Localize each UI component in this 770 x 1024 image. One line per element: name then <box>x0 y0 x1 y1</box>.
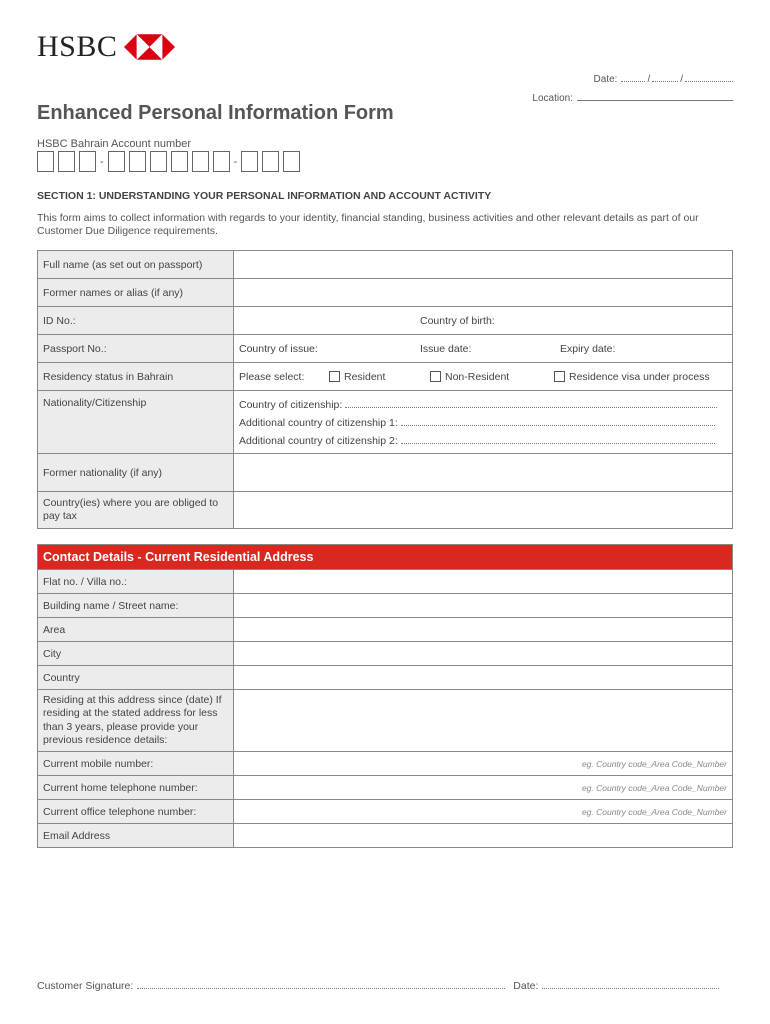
account-digit-box[interactable] <box>79 151 96 172</box>
mobile-label: Current mobile number: <box>38 752 234 776</box>
date-separator: / <box>680 74 683 85</box>
id-no-input[interactable] <box>234 307 733 335</box>
account-digit-box[interactable] <box>37 151 54 172</box>
signature-date-input[interactable] <box>542 980 719 989</box>
section-1-heading: SECTION 1: UNDERSTANDING YOUR PERSONAL INFORMATION AND ACCOUNT ACTIVITY <box>37 190 492 202</box>
passport-details-input[interactable] <box>234 335 733 363</box>
account-dash: - <box>100 155 104 168</box>
account-digit-box[interactable] <box>58 151 75 172</box>
contact-details-heading: Contact Details - Current Residential Address <box>38 545 733 570</box>
account-number-label: HSBC Bahrain Account number <box>37 138 192 150</box>
citizenship-inputs[interactable] <box>234 391 733 454</box>
office-phone-input[interactable]: eg. Country code_Area Code_Number <box>234 800 733 824</box>
account-dash: - <box>233 155 238 168</box>
city-input[interactable] <box>234 642 733 666</box>
resident-option-label: Resident <box>344 370 386 383</box>
office-phone-label: Current office telephone number: <box>38 800 234 824</box>
tax-countries-input[interactable] <box>234 492 733 529</box>
page-title: Enhanced Personal Information Form <box>37 102 394 124</box>
full-name-label: Full name (as set out on passport) <box>38 251 234 279</box>
visa-process-checkbox[interactable] <box>554 371 565 382</box>
hsbc-logo <box>37 30 175 63</box>
signature-date-label: Date: <box>513 980 539 992</box>
resident-checkbox[interactable] <box>329 371 340 382</box>
account-number-input[interactable] <box>37 151 304 172</box>
date-separator: / <box>647 74 651 85</box>
country-of-issue-label: Country of issue: <box>239 342 318 355</box>
former-nationality-input[interactable] <box>234 454 733 492</box>
hsbc-hexagon-icon <box>124 34 175 60</box>
tax-countries-label: Country(ies) where you are obliged to pay tax <box>38 492 234 529</box>
please-select-label: Please select: <box>239 370 305 383</box>
id-no-label: ID No.: <box>38 307 234 335</box>
former-nationality-label: Former nationality (if any) <box>38 454 234 492</box>
building-label: Building name / Street name: <box>38 594 234 618</box>
section-1-intro: This form aims to collect information with regards to your identity, financial standing, business activities and other relevant details as part of our Customer Due Diligence requirements. <box>37 212 699 237</box>
country-input[interactable] <box>234 666 733 690</box>
country-label: Country <box>38 666 234 690</box>
date-year-input[interactable] <box>685 73 733 82</box>
account-digit-box[interactable] <box>262 151 279 172</box>
logo-wordmark: HSBC <box>37 30 118 63</box>
date-day-input[interactable] <box>621 73 645 82</box>
citizenship-line[interactable]: Country of citizenship: <box>239 396 727 414</box>
account-digit-box[interactable] <box>192 151 209 172</box>
email-input[interactable] <box>234 824 733 848</box>
building-input[interactable] <box>234 594 733 618</box>
account-digit-box[interactable] <box>171 151 188 172</box>
resident-option[interactable] <box>329 371 430 383</box>
location-label: Location: <box>532 93 573 104</box>
home-phone-label: Current home telephone number: <box>38 776 234 800</box>
residency-status-options <box>234 363 733 391</box>
former-names-input[interactable] <box>234 279 733 307</box>
full-name-input[interactable] <box>234 251 733 279</box>
non-resident-option-label: Non-Resident <box>445 370 510 383</box>
account-digit-box[interactable] <box>213 151 230 172</box>
account-digit-box[interactable] <box>241 151 258 172</box>
email-label: Email Address <box>38 824 234 848</box>
account-digit-box[interactable] <box>108 151 125 172</box>
signature-row <box>37 980 733 992</box>
date-label: Date: <box>593 74 618 85</box>
visa-process-option-label: Residence visa under process <box>569 370 710 383</box>
non-resident-checkbox[interactable] <box>430 371 441 382</box>
location-field[interactable] <box>532 92 733 104</box>
account-digit-box[interactable] <box>150 151 167 172</box>
country-of-birth-label: Country of birth: <box>420 314 495 327</box>
former-names-label: Former names or alias (if any) <box>38 279 234 307</box>
non-resident-option[interactable] <box>430 371 554 383</box>
residing-since-input[interactable] <box>234 690 733 752</box>
city-label: City <box>38 642 234 666</box>
date-field[interactable] <box>594 73 733 85</box>
residency-status-label: Residency status in Bahrain <box>38 363 234 391</box>
passport-no-label: Passport No.: <box>38 335 234 363</box>
nationality-label: Nationality/Citizenship <box>38 391 234 454</box>
signature-label: Customer Signature: <box>37 980 134 992</box>
expiry-date-label: Expiry date: <box>560 342 616 355</box>
location-input[interactable] <box>577 92 733 101</box>
contact-details-table <box>37 544 733 848</box>
area-input[interactable] <box>234 618 733 642</box>
date-month-input[interactable] <box>652 73 678 82</box>
visa-process-option[interactable] <box>554 371 710 383</box>
signature-input[interactable] <box>137 980 505 989</box>
personal-info-table <box>37 250 733 529</box>
additional-citizenship-2-line[interactable]: Additional country of citizenship 2: <box>239 432 727 450</box>
area-label: Area <box>38 618 234 642</box>
account-digit-box[interactable] <box>283 151 300 172</box>
additional-citizenship-1-line[interactable]: Additional country of citizenship 1: <box>239 414 727 432</box>
mobile-input[interactable]: eg. Country code_Area Code_Number <box>234 752 733 776</box>
issue-date-label: Issue date: <box>420 342 472 355</box>
account-digit-box[interactable] <box>129 151 146 172</box>
residing-since-label: Residing at this address since (date) If residing at the stated address for less than 3 years, please provide your previous residence details: <box>38 690 234 752</box>
flat-input[interactable] <box>234 570 733 594</box>
flat-label: Flat no. / Villa no.: <box>38 570 234 594</box>
home-phone-input[interactable]: eg. Country code_Area Code_Number <box>234 776 733 800</box>
